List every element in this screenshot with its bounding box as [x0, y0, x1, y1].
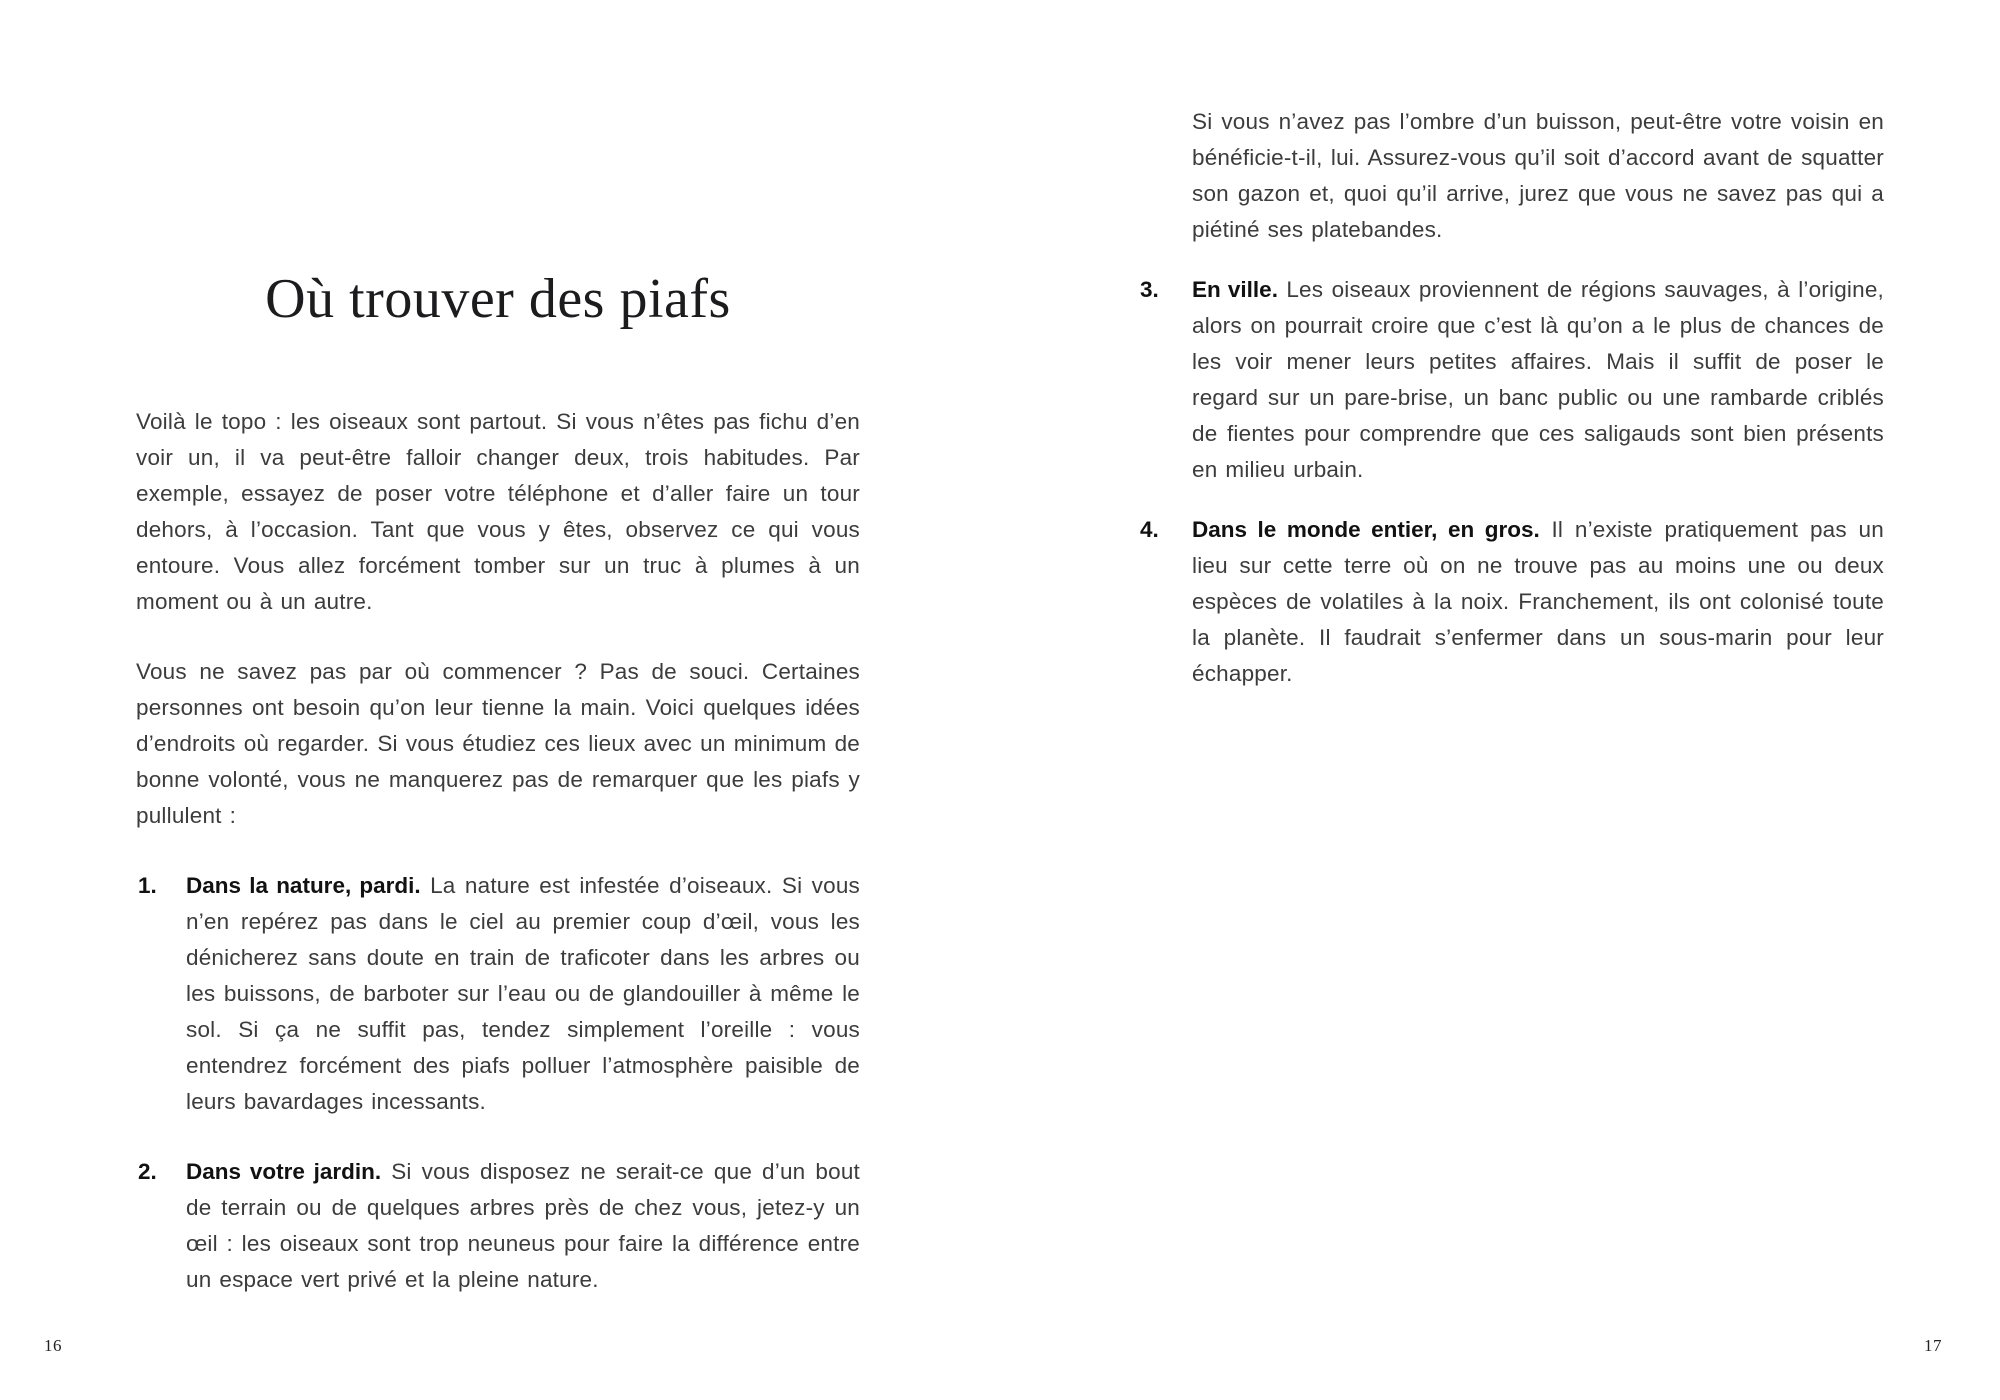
item-lead: Dans la nature, pardi. — [186, 873, 421, 898]
item-lead: Dans votre jardin. — [186, 1159, 382, 1184]
continuation-paragraph: Si vous n’avez pas l’ombre d’un buisson, peut-être votre voisin en bénéficie-t-il, lui. Assurez-vous qu’il soit d’accord avant de squatter son gazon et, quoi qu’il arrive, jurez que vous ne savez pas qui a piétiné ses platebandes. — [1192, 109, 1884, 242]
item-lead: Dans le monde entier, en gros. — [1192, 517, 1540, 542]
chapter-title: Où trouver des piafs — [265, 267, 731, 330]
left-page-text-column — [136, 404, 860, 1332]
page-number-right: 17 — [1924, 1336, 1942, 1355]
item-lead: En ville. — [1192, 277, 1278, 302]
list-item — [136, 1154, 860, 1298]
list-item — [1140, 512, 1884, 692]
item-number: 4. — [1140, 517, 1159, 542]
right-page-text-column — [1140, 104, 1884, 716]
item-number: 3. — [1140, 277, 1159, 302]
paragraph: Vous ne savez pas par où commencer ? Pas de souci. Certaines personnes ont besoin qu’on leur tienne la main. Voici quelques idées d’endroits où regarder. Si vous étudiez ces lieux avec un minimum de bonne volonté, vous ne manquerez pas de remarquer que les piafs y pullulent : — [136, 659, 860, 828]
item-text: La nature est infestée d’oiseaux. Si vous n’en repérez pas dans le ciel au premier coup d’œil, vous les dénicherez sans doute en train de traficoter dans les arbres ou les buissons, de barboter sur l’eau ou de glandouiller à même le sol. Si ça ne suffit pas, tendez simplement l’oreille : vous entendrez forcément des piafs polluer l’atmosphère paisible de leurs bavardages incessants. — [186, 873, 860, 1114]
page-number-left: 16 — [44, 1336, 62, 1355]
paragraph: Voilà le topo : les oiseaux sont partout. Si vous n’êtes pas fichu d’en voir un, il va peut-être falloir changer deux, trois habitudes. Par exemple, essayez de poser votre téléphone et d’aller faire un tour dehors, à l’occasion. Tant que vous y êtes, observez ce qui vous entoure. Vous allez forcément tomber sur un truc à plumes à un moment ou à un autre. — [136, 409, 860, 614]
item-text: Si vous disposez ne serait-ce que d’un bout de terrain ou de quelques arbres près de chez vous, jetez-y un œil : les oiseaux sont trop neuneus pour faire la différence entre un espace vert privé et la pleine nature. — [186, 1159, 860, 1292]
item-number: 2. — [138, 1159, 157, 1184]
list-item — [136, 868, 860, 1120]
item-text: Il n’existe pratiquement pas un lieu sur cette terre où on ne trouve pas au moins une ou deux espèces de volatiles à la noix. Franchement, ils ont colonisé toute la planète. Il faudrait s’enfermer dans un sous-marin pour leur échapper. — [1192, 517, 1884, 686]
item-number: 1. — [138, 873, 157, 898]
item-text: Les oiseaux proviennent de régions sauvages, à l’origine, alors on pourrait croire que c’est là qu’on a le plus de chances de les voir mener leurs petites affaires. Mais il suffit de poser le regard sur un pare-brise, un banc public ou une rambarde criblés de fientes pour comprendre que ces saligauds sont bien présents en milieu urbain. — [1192, 277, 1884, 482]
list-item — [1140, 272, 1884, 488]
